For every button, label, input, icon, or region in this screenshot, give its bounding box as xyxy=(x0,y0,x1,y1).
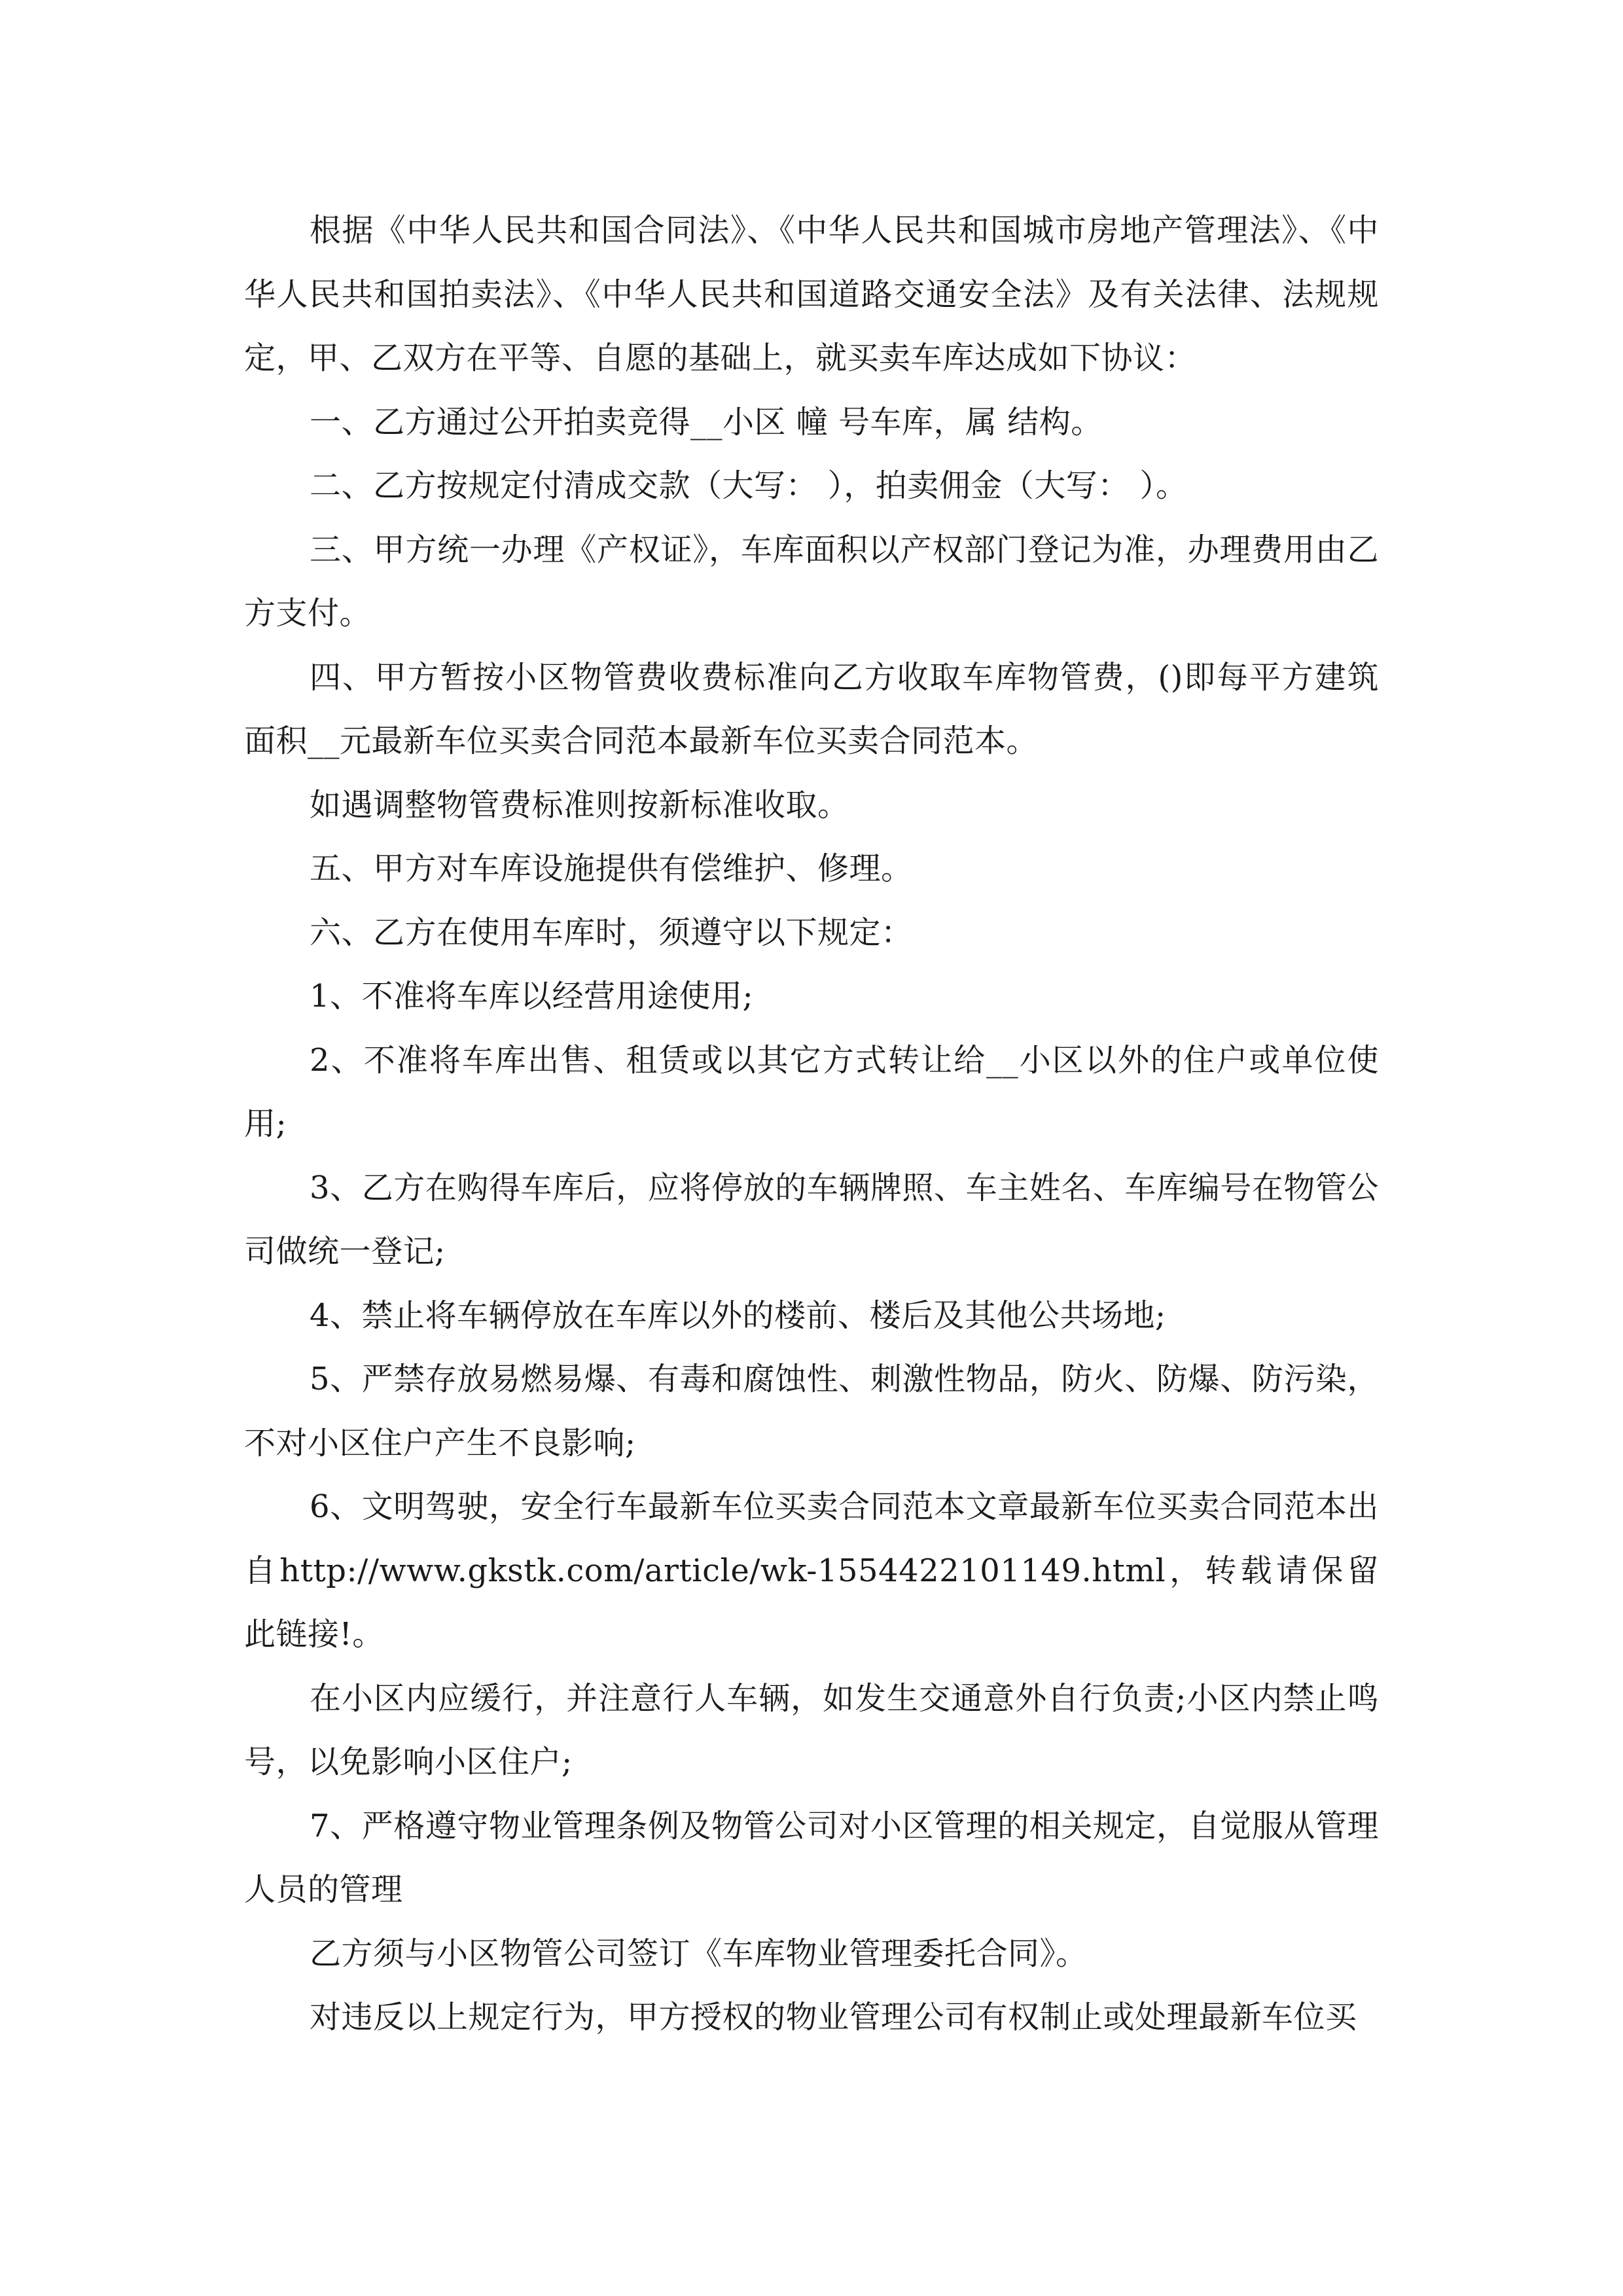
paragraph-clause-5: 五、甲方对车库设施提供有偿维护、修理。 xyxy=(310,850,913,887)
paragraph-rule-4: 4、禁止将车辆停放在车库以外的楼前、楼后及其他公共场地; xyxy=(310,1297,1166,1334)
paragraph-rule-7: 7、严格遵守物业管理条例及物管公司对小区管理的相关规定，自觉服从管理人员的管理 xyxy=(244,1807,1379,1908)
paragraph-preamble: 根据《中华人民共和国合同法》、《中华人民共和国城市房地产管理法》、《中华人民共和国拍卖法》、《中华人民共和国道路交通安全法》及有关法律、法规规定，甲、乙双方在平等、自愿的基础上，就买卖车库达成如下协议： xyxy=(244,212,1379,376)
paragraph-violation: 对违反以上规定行为，甲方授权的物业管理公司有权制止或处理最新车位买 xyxy=(310,1999,1357,2036)
paragraph-clause-3: 三、甲方统一办理《产权证》，车库面积以产权部门登记为准，办理费用由乙方支付。 xyxy=(244,531,1379,632)
paragraph-management-contract: 乙方须与小区物管公司签订《车库物业管理委托合同》。 xyxy=(310,1935,1088,1972)
paragraph-clause-1: 一、乙方通过公开拍卖竞得__小区 幢 号车库，属 结构。 xyxy=(310,403,1103,440)
paragraph-rule-2: 2、不准将车库出售、租赁或以其它方式转让给__小区以外的住户或单位使用; xyxy=(244,1041,1379,1142)
paragraph-rule-5: 5、严禁存放易燃易爆、有毒和腐蚀性、刺激性物品，防火、防爆、防污染，不对小区住户产生不良影响; xyxy=(244,1361,1379,1462)
paragraph-rule-3: 3、乙方在购得车库后，应将停放的车辆牌照、车主姓名、车库编号在物管公司做统一登记; xyxy=(244,1169,1379,1270)
paragraph-rule-1: 1、不准将车库以经营用途使用; xyxy=(310,978,754,1014)
paragraph-clause-4: 四、甲方暂按小区物管费收费标准向乙方收取车库物管费，()即每平方建筑面积__元最新车位买卖合同范本最新车位买卖合同范本。 xyxy=(244,658,1379,759)
paragraph-rule-6: 6、文明驾驶，安全行车最新车位买卖合同范本文章最新车位买卖合同范本出自http://www.gkstk.com/article/wk-1554422101149.html，转载请保留此链接!。 xyxy=(244,1488,1379,1653)
paragraph-clause-6: 六、乙方在使用车库时，须遵守以下规定： xyxy=(310,914,913,951)
document-body xyxy=(244,199,1379,2050)
paragraph-rule-6-cont: 在小区内应缓行，并注意行人车辆，如发生交通意外自行负责;小区内禁止鸣号，以免影响小区住户; xyxy=(244,1679,1379,1780)
paragraph-fee-adjust: 如遇调整物管费标准则按新标准收取。 xyxy=(310,786,849,823)
paragraph-clause-2: 二、乙方按规定付清成交款（大写： ），拍卖佣金（大写： ）。 xyxy=(310,467,1188,504)
